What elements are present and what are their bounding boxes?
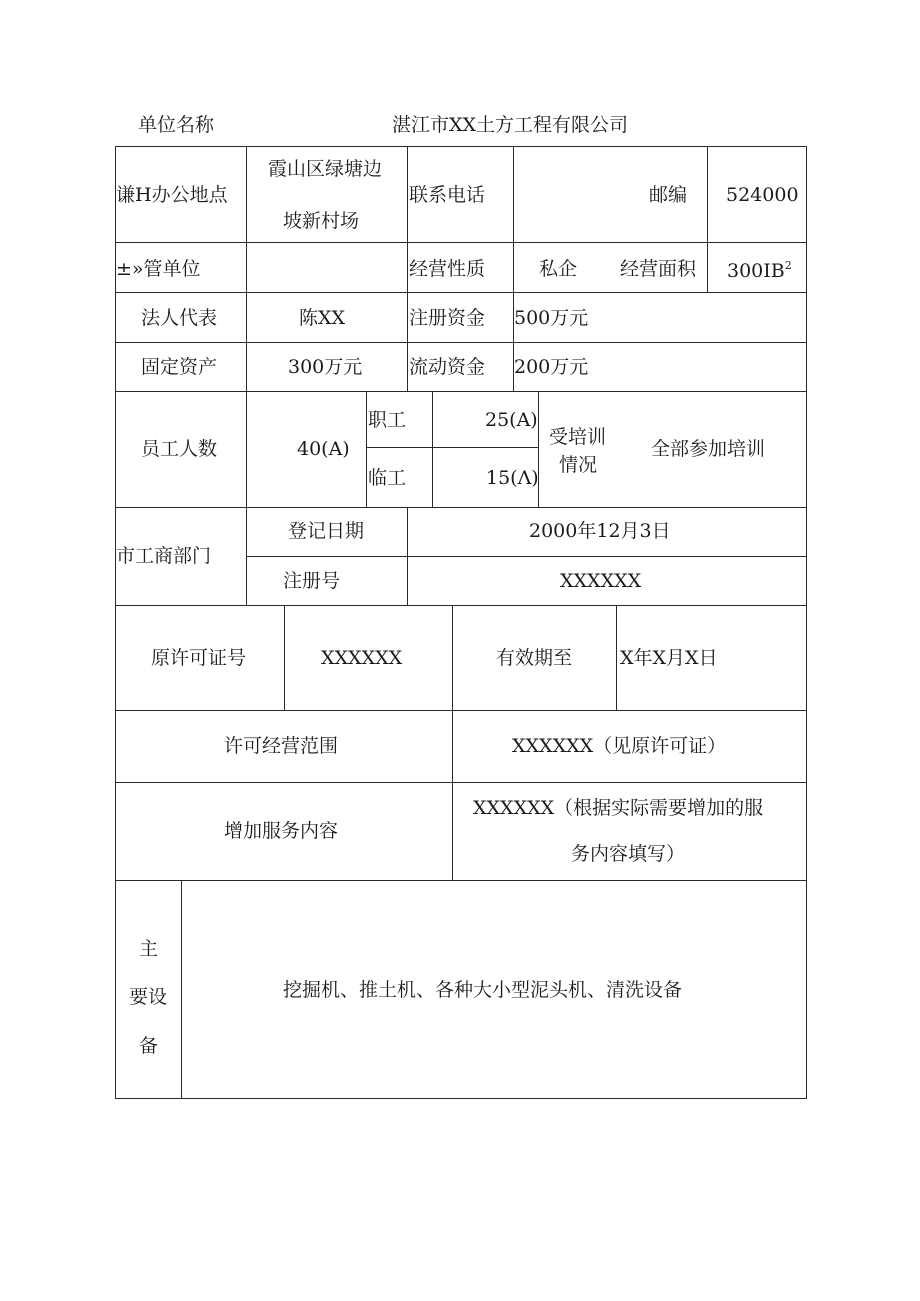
business-area-label: 经营面积 <box>620 258 697 280</box>
equipment-label-1: 主 <box>139 938 159 960</box>
fixed-assets-label: 固定资产 <box>141 356 218 378</box>
equipment-label-3: 备 <box>139 1035 159 1057</box>
staff-count-label: 员工人数 <box>141 438 218 460</box>
staff-count-value: 40(A) <box>297 438 350 460</box>
legal-rep-value: 陈XX <box>299 307 346 329</box>
registration-date-label: 登记日期 <box>288 520 365 542</box>
business-nature-value: 私企 <box>539 258 578 280</box>
office-address-label: 谦H办公地点 <box>116 184 228 206</box>
valid-until-value: X年X月X日 <box>620 647 718 669</box>
business-nature-label: 经营性质 <box>409 258 486 280</box>
working-capital-label: 流动资金 <box>409 356 486 378</box>
equipment-value: 挖掘机、推土机、各种大小型泥头机、清洗设备 <box>283 979 683 1001</box>
registration-no-label: 注册号 <box>283 570 341 592</box>
added-services-value-line2: 务内容填写） <box>571 843 686 865</box>
original-license-label: 原许可证号 <box>151 647 247 669</box>
license-scope-value: XXXXXX（见原许可证） <box>512 735 727 757</box>
training-label-line2: 情况 <box>559 454 598 476</box>
added-services-label: 增加服务内容 <box>224 820 339 842</box>
office-address-value-line1: 霞山区绿塘边 <box>268 158 383 180</box>
postcode-value: 524000 <box>726 184 799 206</box>
business-area-value: $300IB^2$ <box>727 259 792 282</box>
commerce-dept-label: 市工商部门 <box>116 545 212 567</box>
temp-staff-label: 临工 <box>368 467 407 489</box>
regular-staff-label: 职工 <box>368 409 407 431</box>
legal-rep-label: 法人代表 <box>141 307 218 329</box>
unit-name-value: 湛江市XX土方工程有限公司 <box>392 114 629 136</box>
fixed-assets-value: 300万元 <box>288 356 363 378</box>
office-address-value-line2: 坡新村场 <box>283 210 360 232</box>
license-scope-label: 许可经营范围 <box>224 735 339 757</box>
supervisor-label: ±»管单位 <box>116 258 201 280</box>
training-label-line1: 受培训 <box>549 426 607 448</box>
postcode-label: 邮编 <box>649 184 688 206</box>
valid-until-label: 有效期至 <box>496 647 573 669</box>
registration-date-value: 2000年12月3日 <box>529 520 671 542</box>
registered-capital-label: 注册资金 <box>409 307 486 329</box>
registered-capital-value: 500万元 <box>514 307 589 329</box>
unit-name-label: 单位名称 <box>138 114 215 136</box>
area-unit-superscript: 2 <box>784 259 792 272</box>
regular-staff-value: 25(A) <box>485 409 538 431</box>
phone-label: 联系电话 <box>409 184 486 206</box>
registration-no-value: XXXXXX <box>560 570 642 592</box>
added-services-value-line1: XXXXXX（根据实际需要增加的服 <box>473 797 764 819</box>
working-capital-value: 200万元 <box>514 356 589 378</box>
training-value: 全部参加培训 <box>651 438 766 460</box>
original-license-value: XXXXXX <box>321 647 403 669</box>
equipment-label-2: 要设 <box>129 986 168 1008</box>
temp-staff-value: 15(Λ) <box>486 467 539 489</box>
